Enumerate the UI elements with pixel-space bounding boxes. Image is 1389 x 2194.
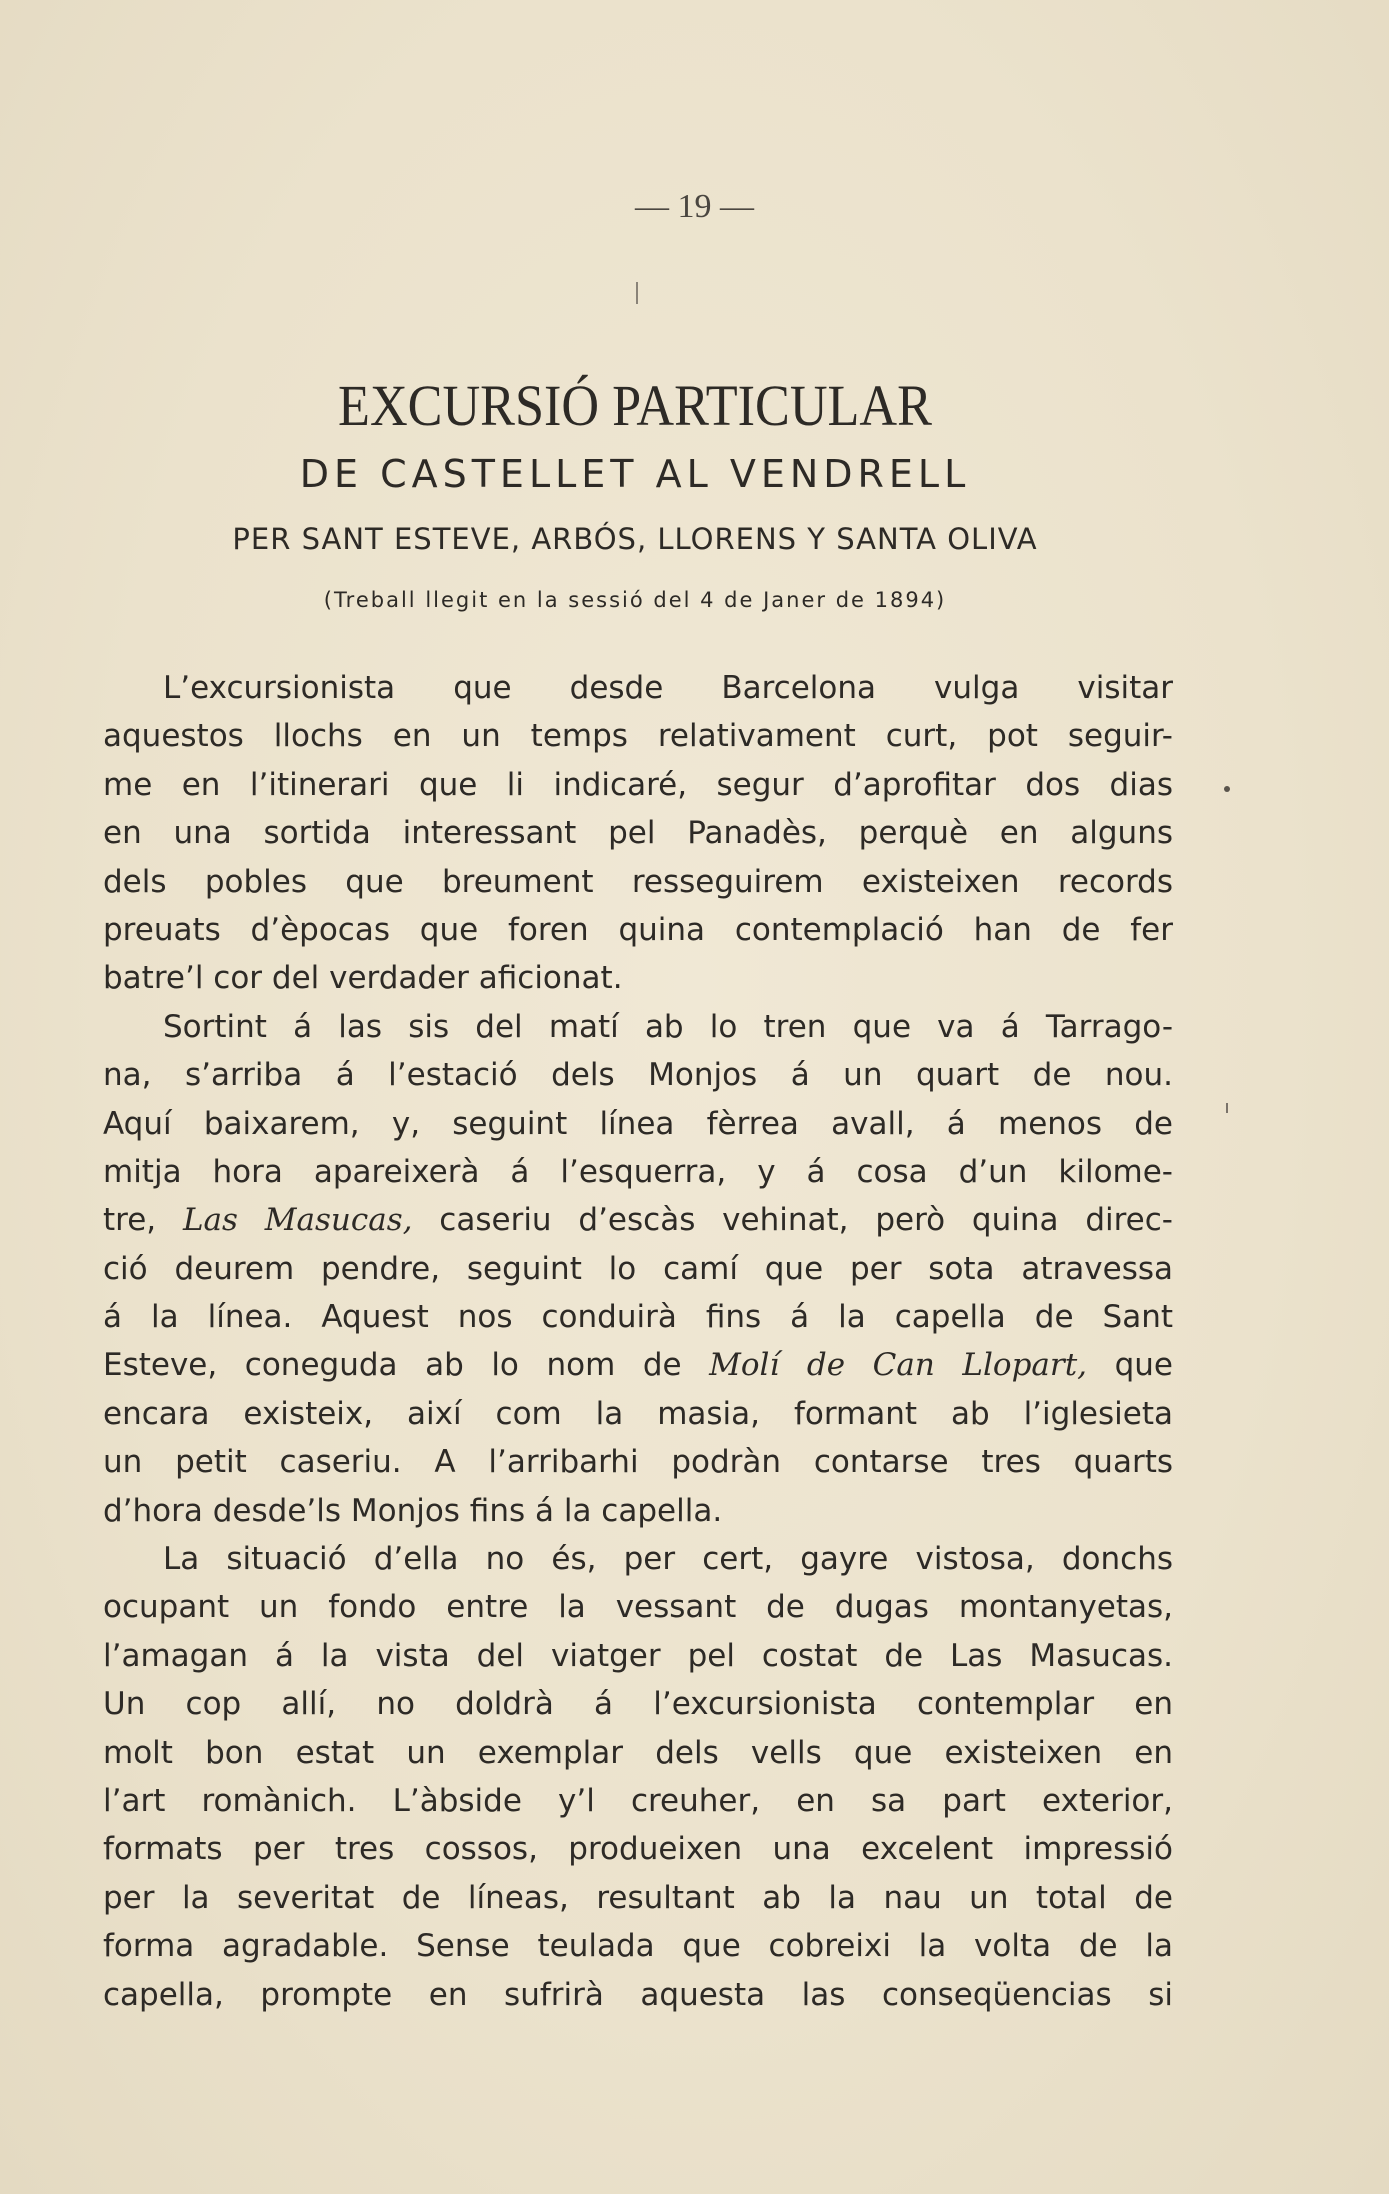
- text-line: mitja hora apareixerà á l’esquerra, y á cosa d’un kilome-: [103, 1153, 1173, 1190]
- text-line: forma agradable. Sense teulada que cobreixi la volta de la: [103, 1928, 1173, 1965]
- text-line: capella, prompte en sufrirà aquesta las conseqüencias si: [103, 1976, 1173, 2013]
- text-line: [103, 1341, 1173, 1389]
- chapter-title: EXCURSIÓ PARTICULAR: [338, 373, 932, 438]
- text-line: L’excursionista que desde Barcelona vulga visitar: [163, 670, 1173, 706]
- text-run: que: [1087, 1347, 1173, 1384]
- text-run: tre,: [103, 1202, 183, 1239]
- text-line: formats per tres cossos, produeixen una excelent impressió: [103, 1831, 1173, 1868]
- text-line: á la línea. Aquest nos conduirà fins á la capella de Sant: [103, 1299, 1173, 1336]
- text-line: na, s’arriba á l’estació dels Monjos á un quart de nou.: [103, 1057, 1173, 1094]
- text-line: d’hora desde’ls Monjos fins á la capella.: [103, 1492, 723, 1529]
- text-line: Aquí baixarem, y, seguint línea fèrrea avall, á menos de: [103, 1105, 1173, 1142]
- text-line: l’amagan á la vista del viatger pel costat de Las Masucas.: [103, 1637, 1173, 1674]
- text-line: encara existeix, així com la masia, formant ab l’iglesieta: [103, 1395, 1173, 1432]
- text-line: batre’l cor del verdader aficionat.: [103, 960, 623, 997]
- text-line: ció deurem pendre, seguint lo camí que per sota atravessa: [103, 1250, 1173, 1287]
- text-line: preuats d’èpocas que foren quina contemplació han de fer: [103, 911, 1173, 948]
- route-line: PER SANT ESTEVE, ARBÓS, LLORENS Y SANTA OLIVA: [232, 522, 1038, 556]
- place-name-italic: Molí de Can Llopart,: [709, 1347, 1088, 1384]
- text-line: per la severitat de líneas, resultant ab la nau un total de: [103, 1879, 1173, 1916]
- ink-mark: [636, 282, 638, 304]
- text-line: l’art romànich. L’àbside y’l creuher, en sa part exterior,: [103, 1782, 1173, 1819]
- text-line: Sortint á las sis del matí ab lo tren que va á Tarrago-: [163, 1008, 1173, 1045]
- chapter-subtitle: DE CASTELLET AL VENDRELL: [299, 452, 971, 496]
- margin-dot: [1224, 786, 1230, 792]
- session-note: (Treball llegit en la sessió del 4 de Janer de 1894): [323, 588, 947, 612]
- text-run: Esteve, coneguda ab lo nom de: [103, 1347, 710, 1384]
- margin-tick: [1226, 1103, 1228, 1113]
- text-line: molt bon estat un exemplar dels vells que existeixen en: [103, 1734, 1173, 1771]
- text-run: caseriu d’escàs vehinat, però quina direc-: [412, 1202, 1173, 1239]
- page-number: — 19 —: [635, 188, 754, 225]
- text-line: me en l’itinerari que li indicaré, segur d’aprofitar dos dias: [103, 766, 1173, 803]
- text-line: dels pobles que breument resseguirem existeixen records: [103, 863, 1173, 900]
- text-line: La situació d’ella no és, per cert, gayre vistosa, donchs: [163, 1541, 1173, 1578]
- body-text: [103, 664, 1173, 2019]
- text-line: Un cop allí, no doldrà á l’excursionista contemplar en: [103, 1686, 1173, 1723]
- text-line: aquestos llochs en un temps relativament curt, pot seguir-: [103, 718, 1173, 755]
- text-line: en una sortida interessant pel Panadès, perquè en alguns: [103, 815, 1173, 852]
- text-line: ocupant un fondo entre la vessant de dugas montanyetas,: [103, 1589, 1173, 1626]
- text-line: [103, 1196, 1173, 1244]
- place-name-italic: Las Masucas,: [182, 1202, 413, 1239]
- text-line: un petit caseriu. A l’arribarhi podràn contarse tres quarts: [103, 1444, 1173, 1481]
